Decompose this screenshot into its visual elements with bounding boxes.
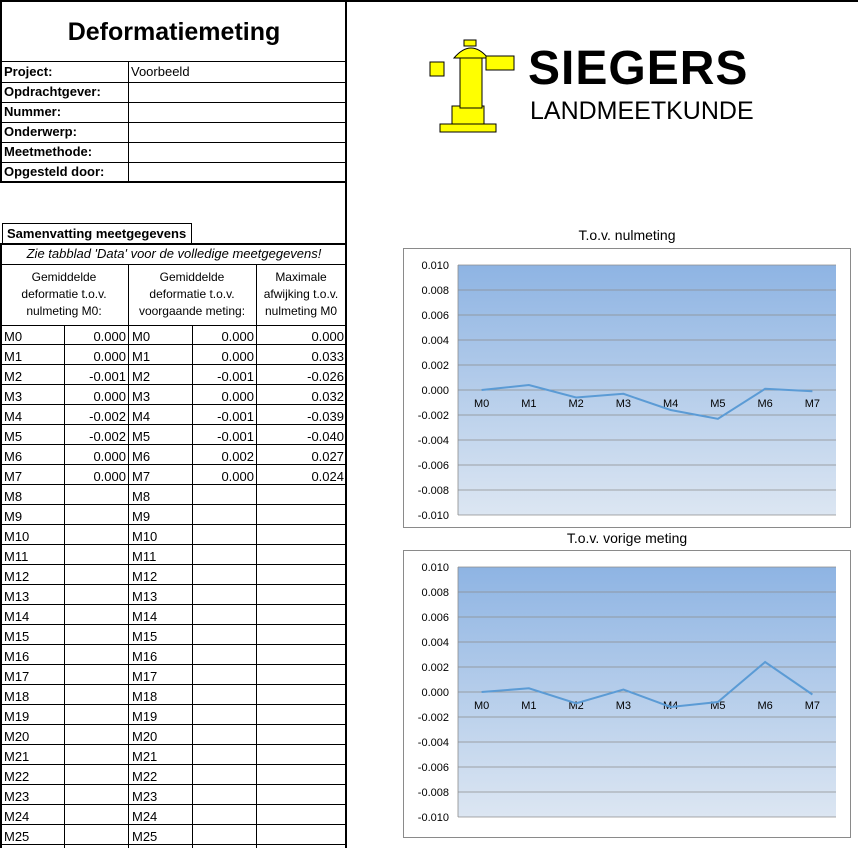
y-tick-label: 0.010 xyxy=(421,260,449,272)
row-label: M25 xyxy=(4,829,30,844)
row-label: M9 xyxy=(132,509,151,524)
row-value-previous: 0.000 xyxy=(221,389,254,404)
x-tick-label: M0 xyxy=(473,700,490,712)
chart-title: T.o.v. vorige meting xyxy=(566,530,688,546)
row-divider xyxy=(0,364,346,365)
y-tick-label: 0.006 xyxy=(421,310,449,322)
row-value-max: 0.033 xyxy=(311,349,344,364)
row-label: M5 xyxy=(4,429,23,444)
row-divider xyxy=(0,784,346,785)
y-tick-label: -0.002 xyxy=(417,712,449,724)
chart-2 xyxy=(403,550,851,838)
project-field-label: Opgesteld door: xyxy=(4,164,105,179)
logo-name: SIEGERS xyxy=(528,42,749,95)
row-label: M10 xyxy=(132,529,158,544)
row-label: M13 xyxy=(132,589,158,604)
row-label: M12 xyxy=(132,569,158,584)
summary-tab[interactable] xyxy=(2,223,192,244)
row-label: M11 xyxy=(4,549,29,564)
row-divider xyxy=(0,444,346,445)
row-value-previous: 0.000 xyxy=(221,469,254,484)
row-value-max: -0.039 xyxy=(307,409,344,424)
row-label: M16 xyxy=(4,649,30,664)
row-divider xyxy=(0,764,346,765)
row-label: M10 xyxy=(4,529,30,544)
row-value-m0: -0.001 xyxy=(89,369,126,384)
row-divider xyxy=(0,325,346,326)
y-tick-label: -0.008 xyxy=(417,485,449,497)
row-value-max: 0.032 xyxy=(311,389,344,404)
project-field-label: Meetmethode: xyxy=(4,144,93,159)
row-label: M12 xyxy=(4,569,30,584)
row-label: M18 xyxy=(132,689,158,704)
row-label: M4 xyxy=(4,409,23,424)
row-label: M9 xyxy=(4,509,23,524)
row-label: M21 xyxy=(4,749,30,764)
row-value-max: 0.027 xyxy=(311,449,344,464)
row-label: M14 xyxy=(4,609,30,624)
row-label: M20 xyxy=(132,729,158,744)
row-divider xyxy=(0,384,346,385)
row-value-m0: 0.000 xyxy=(93,469,126,484)
y-tick-label: -0.004 xyxy=(417,737,449,749)
project-field-label: Nummer: xyxy=(4,104,62,119)
chart-svg xyxy=(404,249,850,527)
y-tick-label: 0.004 xyxy=(421,335,449,347)
row-value-previous: -0.001 xyxy=(217,409,254,424)
row-label: M7 xyxy=(4,469,23,484)
y-tick-label: 0.006 xyxy=(421,612,449,624)
y-tick-label: 0.000 xyxy=(421,385,449,397)
row-label: M0 xyxy=(4,329,23,344)
row-label: M8 xyxy=(132,489,151,504)
y-tick-label: -0.010 xyxy=(417,510,449,522)
x-tick-label: M2 xyxy=(568,700,584,712)
y-tick-label: 0.008 xyxy=(421,285,449,297)
row-label: M17 xyxy=(132,669,158,684)
row-divider xyxy=(0,404,346,405)
row-label: M6 xyxy=(132,449,151,464)
x-tick-label: M4 xyxy=(662,700,679,712)
row-value-max: 0.024 xyxy=(311,469,344,484)
row-value-previous: 0.000 xyxy=(221,349,254,364)
page-title: Deformatiemeting xyxy=(67,18,281,46)
surveyor-instrument-icon xyxy=(424,36,524,136)
row-value-m0: 0.000 xyxy=(93,449,126,464)
row-divider xyxy=(0,584,346,585)
row-label: M19 xyxy=(4,709,30,724)
row-label: M3 xyxy=(4,389,23,404)
row-divider xyxy=(0,524,346,525)
y-tick-label: -0.006 xyxy=(417,762,449,774)
row-label: M3 xyxy=(132,389,151,404)
row-label: M13 xyxy=(4,589,30,604)
row-label: M16 xyxy=(132,649,158,664)
x-tick-label: M5 xyxy=(710,398,726,410)
row-value-m0: 0.000 xyxy=(93,389,126,404)
y-tick-label: 0.010 xyxy=(421,562,449,574)
row-divider xyxy=(0,824,346,825)
logo-subtitle: LANDMEETKUNDE xyxy=(530,97,754,125)
row-divider xyxy=(0,564,346,565)
row-divider xyxy=(0,664,346,665)
row-label: M23 xyxy=(132,789,158,804)
row-value-max: 0.000 xyxy=(311,329,344,344)
col-header-deformation-m0: Gemiddelde deformatie t.o.v. nulmeting M0: xyxy=(21,270,107,318)
row-label: M20 xyxy=(4,729,30,744)
project-field-label: Opdrachtgever: xyxy=(4,84,101,99)
row-divider xyxy=(0,844,346,845)
row-value-previous: 0.000 xyxy=(221,329,254,344)
row-divider xyxy=(0,744,346,745)
row-value-previous: 0.002 xyxy=(221,449,254,464)
y-tick-label: -0.002 xyxy=(417,410,449,422)
row-value-previous: -0.001 xyxy=(217,429,254,444)
row-value-m0: 0.000 xyxy=(93,329,126,344)
row-divider xyxy=(0,604,346,605)
x-tick-label: M6 xyxy=(757,398,773,410)
frame-line xyxy=(0,0,858,2)
row-label: M6 xyxy=(4,449,23,464)
row-divider xyxy=(0,724,346,725)
y-tick-label: 0.000 xyxy=(421,687,449,699)
row-label: M2 xyxy=(132,369,151,384)
row-label: M18 xyxy=(4,689,30,704)
row-divider xyxy=(0,684,346,685)
col-header-max-deviation: Maximale afwijking t.o.v. nulmeting M0 xyxy=(263,270,339,318)
frame-line xyxy=(0,0,2,183)
row-label: M7 xyxy=(132,469,151,484)
row-label: M11 xyxy=(132,549,157,564)
summary-note: Zie tabblad 'Data' voor de volledige meetgegevens! xyxy=(26,246,322,261)
row-label: M1 xyxy=(4,349,23,364)
row-label: M0 xyxy=(132,329,151,344)
row-divider xyxy=(0,624,346,625)
chart-svg xyxy=(404,551,850,837)
row-label: M4 xyxy=(132,409,151,424)
row-label: M25 xyxy=(132,829,158,844)
row-value-m0: -0.002 xyxy=(89,409,126,424)
project-field-label: Project: xyxy=(4,64,53,79)
y-tick-label: -0.006 xyxy=(417,460,449,472)
row-label: M15 xyxy=(132,629,158,644)
y-tick-label: -0.008 xyxy=(417,787,449,799)
row-label: M17 xyxy=(4,669,30,684)
x-tick-label: M4 xyxy=(662,398,679,410)
y-tick-label: -0.004 xyxy=(417,435,449,447)
row-value-previous: -0.001 xyxy=(217,369,254,384)
logo xyxy=(424,36,774,136)
row-divider xyxy=(0,544,346,545)
y-tick-label: 0.002 xyxy=(421,662,449,674)
x-tick-label: M5 xyxy=(710,700,726,712)
row-label: M22 xyxy=(132,769,158,784)
x-tick-label: M1 xyxy=(521,700,537,712)
row-divider xyxy=(0,504,346,505)
x-tick-label: M2 xyxy=(568,398,584,410)
row-label: M14 xyxy=(132,609,158,624)
x-tick-label: M3 xyxy=(615,398,632,410)
chart-title: T.o.v. nulmeting xyxy=(578,227,676,243)
chart-1 xyxy=(403,248,851,528)
x-tick-label: M0 xyxy=(473,398,490,410)
row-divider xyxy=(0,464,346,465)
row-divider xyxy=(0,424,346,425)
row-label: M1 xyxy=(132,349,151,364)
row-label: M21 xyxy=(132,749,158,764)
col-divider xyxy=(128,264,129,848)
row-divider xyxy=(0,344,346,345)
row-value-max: -0.040 xyxy=(307,429,344,444)
row-label: M19 xyxy=(132,709,158,724)
frame-line xyxy=(0,264,346,265)
row-label: M15 xyxy=(4,629,30,644)
row-divider xyxy=(0,484,346,485)
row-divider xyxy=(0,644,346,645)
project-field-label: Onderwerp: xyxy=(4,124,77,139)
row-label: M24 xyxy=(4,809,30,824)
project-field-value[interactable]: Voorbeeld xyxy=(131,64,190,79)
row-label: M24 xyxy=(132,809,158,824)
row-divider xyxy=(0,804,346,805)
x-tick-label: M7 xyxy=(804,398,821,410)
row-label: M8 xyxy=(4,489,23,504)
y-tick-label: -0.010 xyxy=(417,812,449,824)
x-tick-label: M7 xyxy=(804,700,821,712)
y-tick-label: 0.004 xyxy=(421,637,449,649)
row-label: M2 xyxy=(4,369,23,384)
row-label: M23 xyxy=(4,789,30,804)
row-label: M5 xyxy=(132,429,151,444)
y-tick-label: 0.002 xyxy=(421,360,449,372)
frame-line xyxy=(0,243,2,848)
x-tick-label: M6 xyxy=(757,700,773,712)
row-divider xyxy=(0,704,346,705)
x-tick-label: M3 xyxy=(615,700,632,712)
row-value-m0: 0.000 xyxy=(93,349,126,364)
x-tick-label: M1 xyxy=(521,398,537,410)
row-label: M22 xyxy=(4,769,30,784)
y-tick-label: 0.008 xyxy=(421,587,449,599)
summary-tab-label: Samenvatting meetgegevens xyxy=(7,226,187,241)
row-value-m0: -0.002 xyxy=(89,429,126,444)
row-value-max: -0.026 xyxy=(307,369,344,384)
col-header-deformation-previous: Gemiddelde deformatie t.o.v. voorgaande meting: xyxy=(138,270,246,318)
